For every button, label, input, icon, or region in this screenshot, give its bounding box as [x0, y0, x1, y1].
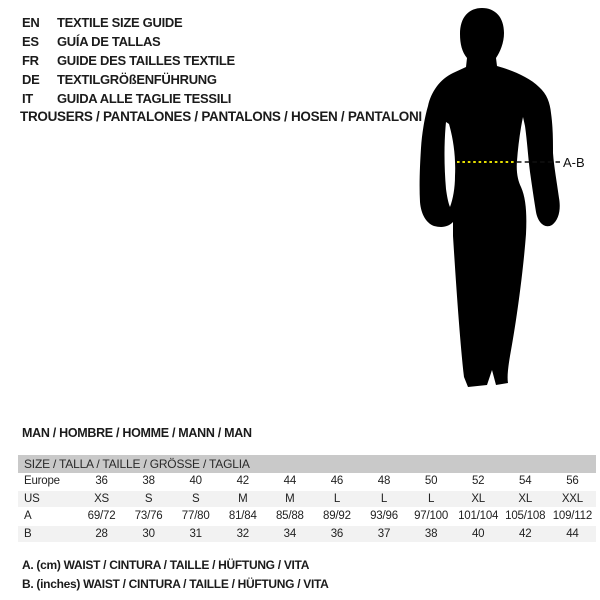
size-table — [18, 455, 596, 543]
cell: M — [266, 490, 313, 508]
language-code: EN — [22, 15, 40, 30]
footnote-b: B. (inches) WAIST / CINTURA / TAILLE / HÜFTUNG / VITA — [22, 577, 329, 591]
cell: 28 — [78, 525, 125, 543]
language-row-es — [22, 32, 235, 51]
row-label: US — [18, 490, 78, 508]
table-row-us — [18, 490, 596, 508]
cell: 105/108 — [502, 508, 549, 526]
waist-measure-label: A-B — [563, 155, 585, 170]
language-code: FR — [22, 53, 39, 68]
cell: 73/76 — [125, 508, 172, 526]
language-code: ES — [22, 34, 39, 49]
table-row-b-inches — [18, 525, 596, 543]
language-label: TEXTILGRÖßENFÜHRUNG — [57, 72, 217, 87]
cell: 30 — [125, 525, 172, 543]
cell: 56 — [549, 473, 596, 490]
cell: 38 — [125, 473, 172, 490]
cell: XL — [502, 490, 549, 508]
cell: XXL — [549, 490, 596, 508]
cell: S — [125, 490, 172, 508]
cell: 32 — [219, 525, 266, 543]
language-row-en — [22, 13, 235, 32]
garment-title: TROUSERS / PANTALONES / PANTALONS / HOSEN / PANTALONI — [20, 109, 422, 124]
cell: 34 — [266, 525, 313, 543]
cell: 44 — [266, 473, 313, 490]
cell: 48 — [360, 473, 407, 490]
language-label: TEXTILE SIZE GUIDE — [57, 15, 183, 30]
footnote-a: A. (cm) WAIST / CINTURA / TAILLE / HÜFTUNG / VITA — [22, 558, 310, 572]
language-label: GUIDA ALLE TAGLIE TESSILI — [57, 91, 232, 106]
cell: L — [408, 490, 455, 508]
cell: 37 — [360, 525, 407, 543]
row-label: Europe — [18, 473, 78, 490]
language-label: GUÍA DE TALLAS — [57, 34, 161, 49]
cell: 54 — [502, 473, 549, 490]
man-silhouette — [420, 8, 560, 387]
cell: 101/104 — [455, 508, 502, 526]
language-code: IT — [22, 91, 33, 106]
cell: 40 — [455, 525, 502, 543]
cell: S — [172, 490, 219, 508]
cell: 97/100 — [408, 508, 455, 526]
language-row-fr — [22, 51, 235, 70]
cell: 52 — [455, 473, 502, 490]
cell: 36 — [313, 525, 360, 543]
size-table-header-row — [18, 455, 596, 473]
row-label: B — [18, 525, 78, 543]
section-title-man: MAN / HOMBRE / HOMME / MANN / MAN — [22, 426, 252, 440]
cell: 38 — [408, 525, 455, 543]
cell: 69/72 — [78, 508, 125, 526]
language-label: GUIDE DES TAILLES TEXTILE — [57, 53, 235, 68]
cell: 42 — [219, 473, 266, 490]
cell: 89/92 — [313, 508, 360, 526]
cell: 81/84 — [219, 508, 266, 526]
footnotes — [22, 556, 329, 594]
cell: L — [313, 490, 360, 508]
language-code: DE — [22, 72, 40, 87]
language-row-it — [22, 89, 235, 108]
cell: M — [219, 490, 266, 508]
cell: 85/88 — [266, 508, 313, 526]
row-label: A — [18, 508, 78, 526]
cell: 93/96 — [360, 508, 407, 526]
cell: 44 — [549, 525, 596, 543]
cell: 77/80 — [172, 508, 219, 526]
cell: 42 — [502, 525, 549, 543]
cell: 40 — [172, 473, 219, 490]
cell: 109/112 — [549, 508, 596, 526]
man-silhouette-figure — [400, 0, 600, 420]
cell: 36 — [78, 473, 125, 490]
cell: L — [360, 490, 407, 508]
size-table-header: SIZE / TALLA / TAILLE / GRÖSSE / TAGLIA — [18, 455, 596, 473]
cell: 31 — [172, 525, 219, 543]
cell: XS — [78, 490, 125, 508]
table-row-a-cm — [18, 508, 596, 526]
language-row-de — [22, 70, 235, 89]
cell: 50 — [408, 473, 455, 490]
table-row-europe — [18, 473, 596, 490]
cell: XL — [455, 490, 502, 508]
language-list — [22, 13, 235, 108]
man-silhouette-svg — [400, 0, 600, 420]
cell: 46 — [313, 473, 360, 490]
